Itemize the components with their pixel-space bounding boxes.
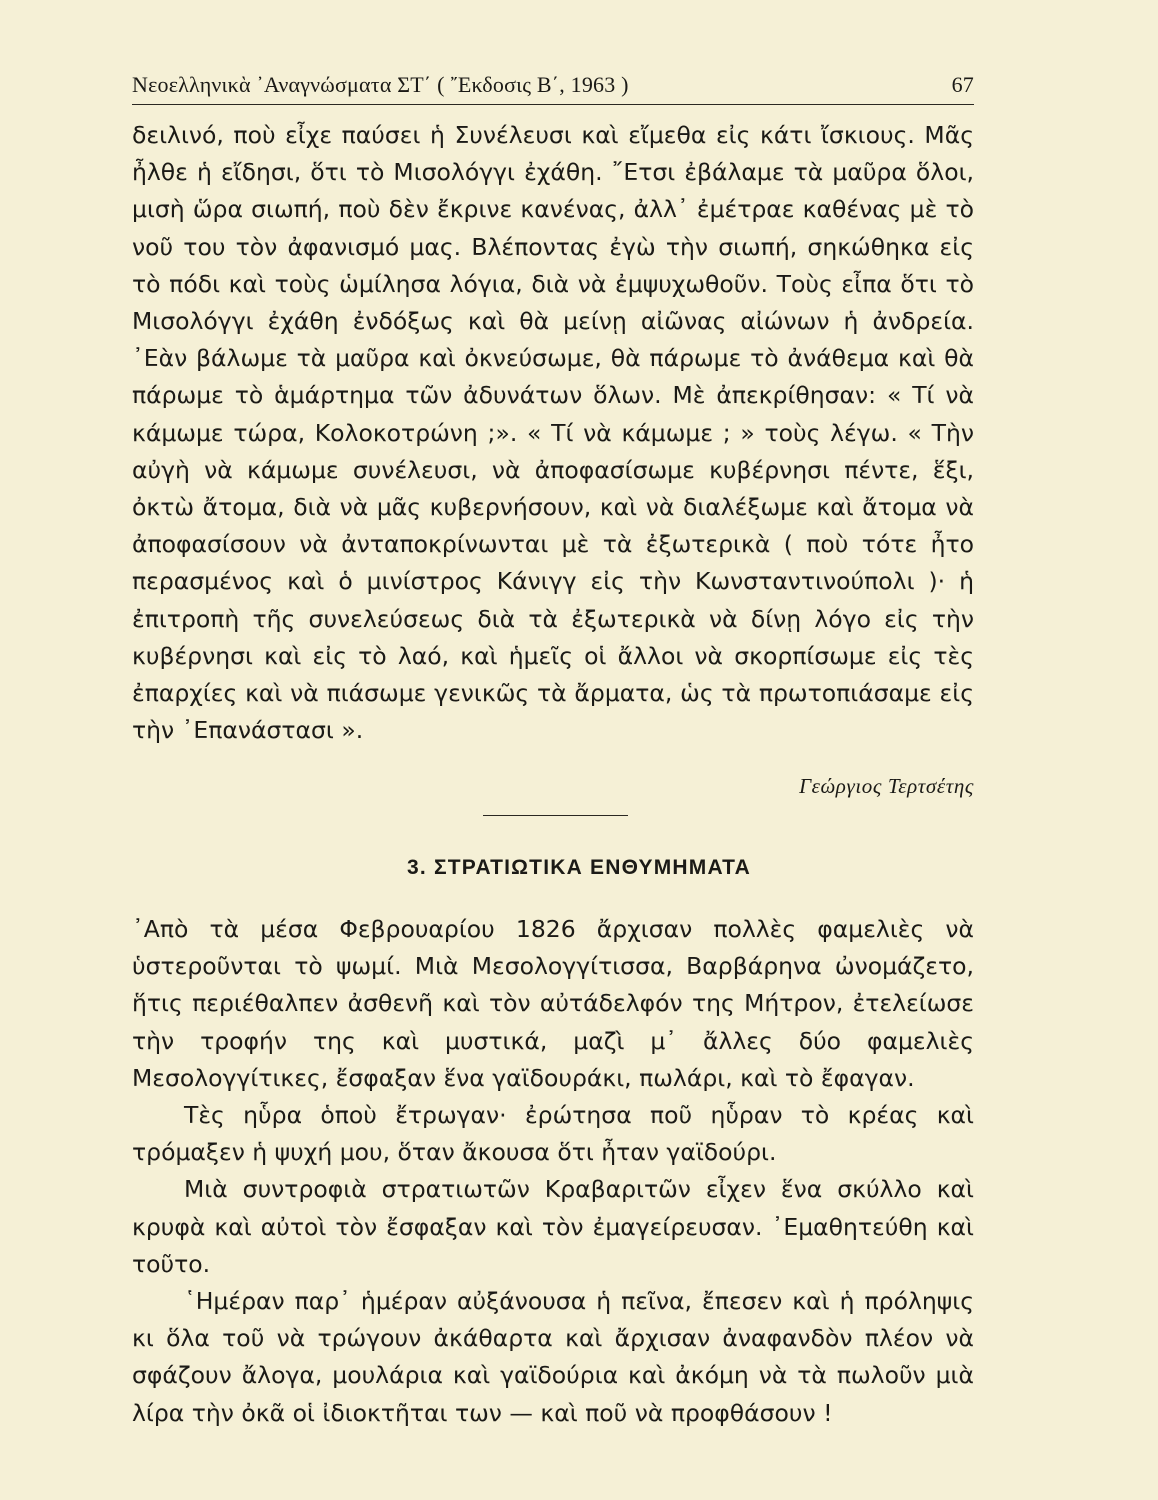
section-paragraph-4: ῾Ημέραν παρ᾿ ἡμέραν αὐξάνουσα ἡ πεῖνα, ἔπεσεν καὶ ἡ πρόληψις κι ὅλα τοῦ νὰ τρώγουν ἀκάθαρτα καὶ ἄρχισαν ἀναφανδὸν πλέον νὰ σφάζουν ἄλογα, μουλάρια καὶ γαϊδούρια καὶ ἀκόμη νὰ τὰ πωλοῦν μιὰ λίρα τὴν ὀκᾶ οἱ ἰδιοκτῆται των — καὶ ποῦ νὰ προφθάσουν ! — [132, 1287, 974, 1427]
excerpt-paragraph: δειλινό, ποὺ εἶχε παύσει ἡ Συνέλευσι καὶ εἴμεθα εἰς κάτι ἴσκιους. Μᾶς ἦλθε ἡ εἴδησι, ὅτι τὸ Μισολόγγι ἐχάθη. ῎Ετσι ἐβάλαμε τὰ μαῦρα ὅλοι, μισὴ ὥρα σιωπή, ποὺ δὲν ἔκρινε κανένας, ἀλλ᾿ ἐμέτραε καθένας μὲ τὸ νοῦ του τὸν ἀφανισμό μας. Βλέποντας ἐγὼ τὴν σιωπή, σηκώθηκα εἰς τὸ πόδι καὶ τοὺς ὡμίλησα λόγια, διὰ νὰ ἐμψυχωθοῦν. Τοὺς εἶπα ὅτι τὸ Μισολόγγι ἐχάθη ἐνδόξως καὶ θὰ μείνῃ αἰῶνας αἰώνων ἡ ἀνδρεία. ᾿Εὰν βάλωμε τὰ μαῦρα καὶ ὀκνεύσωμε, θὰ πάρωμε τὸ ἀνάθεμα καὶ θὰ πάρωμε τὸ ἁμάρτημα τῶν ἀδυνάτων ὅλων. Μὲ ἀπεκρίθησαν: « Τί νὰ κάμωμε τώρα, Κολοκοτρώνη ;». « Τί νὰ κάμωμε ; » τοὺς λέγω. « Τὴν αὐγὴ νὰ κάμωμε συνέλευσι, νὰ ἀποφασίσωμε κυβέρνησι πέντε, ἕξι, ὀκτὼ ἄτομα, διὰ νὰ μᾶς κυβερνήσουν, καὶ νὰ διαλέξωμε καὶ ἄτομα νὰ ἀποφασίσουν νὰ ἀνταποκρίνωνται μὲ τὰ ἐξωτερικὰ ( ποὺ τότε ἦτο περασμένος καὶ ὁ μινίστρος Κάνιγγ εἰς τὴν Κωνσταντινούπολι )· ἡ ἐπιτροπὴ τῆς συνελεύσεως διὰ τὰ ἐξωτερικὰ νὰ δίνῃ λόγο εἰς τὴν κυβέρνησι καὶ εἰς τὸ λαό, καὶ ἡμεῖς οἱ ἄλλοι νὰ σκορπίσωμε εἰς τὲς ἐπαρχίες καὶ νὰ πιάσωμε γενικῶς τὰ ἄρματα, ὡς τὰ πρωτοπιάσαμε εἰς τὴν ᾿Επανάστασι ». — [132, 121, 974, 745]
running-title: Νεοελληνικὰ ᾿Αναγνώσματα ΣΤ΄ ( ῎Εκδοσις Β΄, 1963 ) — [132, 72, 629, 97]
running-header — [132, 64, 974, 105]
section-paragraph-1: ᾿Απὸ τὰ μέσα Φεβρουαρίου 1826 ἄρχισαν πολλὲς φαμελιὲς νὰ ὑστεροῦνται τὸ ψωμί. Μιὰ Μεσολογγίτισσα, Βαρβάρηνα ὠνομάζετο, ἥτις περιέθαλπεν ἀσθενῆ καὶ τὸν αὐτάδελφόν της Μήτρον, ἐτελείωσε τὴν τροφήν της καὶ μυστικά, μαζὶ μ᾿ ἄλλες δύο φαμελιὲς Μεσολογγίτικες, ἔσφαξαν ἕνα γαϊδουράκι, πωλάρι, καὶ τὸ ἔφαγαν. — [132, 915, 974, 1092]
section-paragraph-3: Μιὰ συντροφιὰ στρατιωτῶν Κραβαριτῶν εἶχεν ἕνα σκύλλο καὶ κρυφὰ καὶ αὐτοὶ τὸν ἔσφαξαν καὶ τὸν ἐμαγείρευσαν. ᾿Εμαθητεύθη καὶ τοῦτο. — [132, 1175, 974, 1278]
author-signature: Γεώργιος Τερτσέτης — [799, 774, 974, 798]
section-divider — [483, 815, 628, 816]
section-body — [132, 911, 974, 1432]
section-paragraph-2: Τὲς ηὗρα ὁποὺ ἔτρωγαν· ἐρώτησα ποῦ ηὗραν τὸ κρέας καὶ τρόμαξεν ἡ ψυχή μου, ὅταν ἄκουσα ὅτι ἦταν γαϊδούρι. — [132, 1101, 974, 1167]
page-number: 67 — [951, 72, 974, 97]
excerpt-body — [132, 117, 974, 749]
section-heading: 3. ΣΤΡΑΤΙΩΤΙΚΑ ΕΝΘΥΜΗΜΑΤΑ — [407, 856, 751, 879]
